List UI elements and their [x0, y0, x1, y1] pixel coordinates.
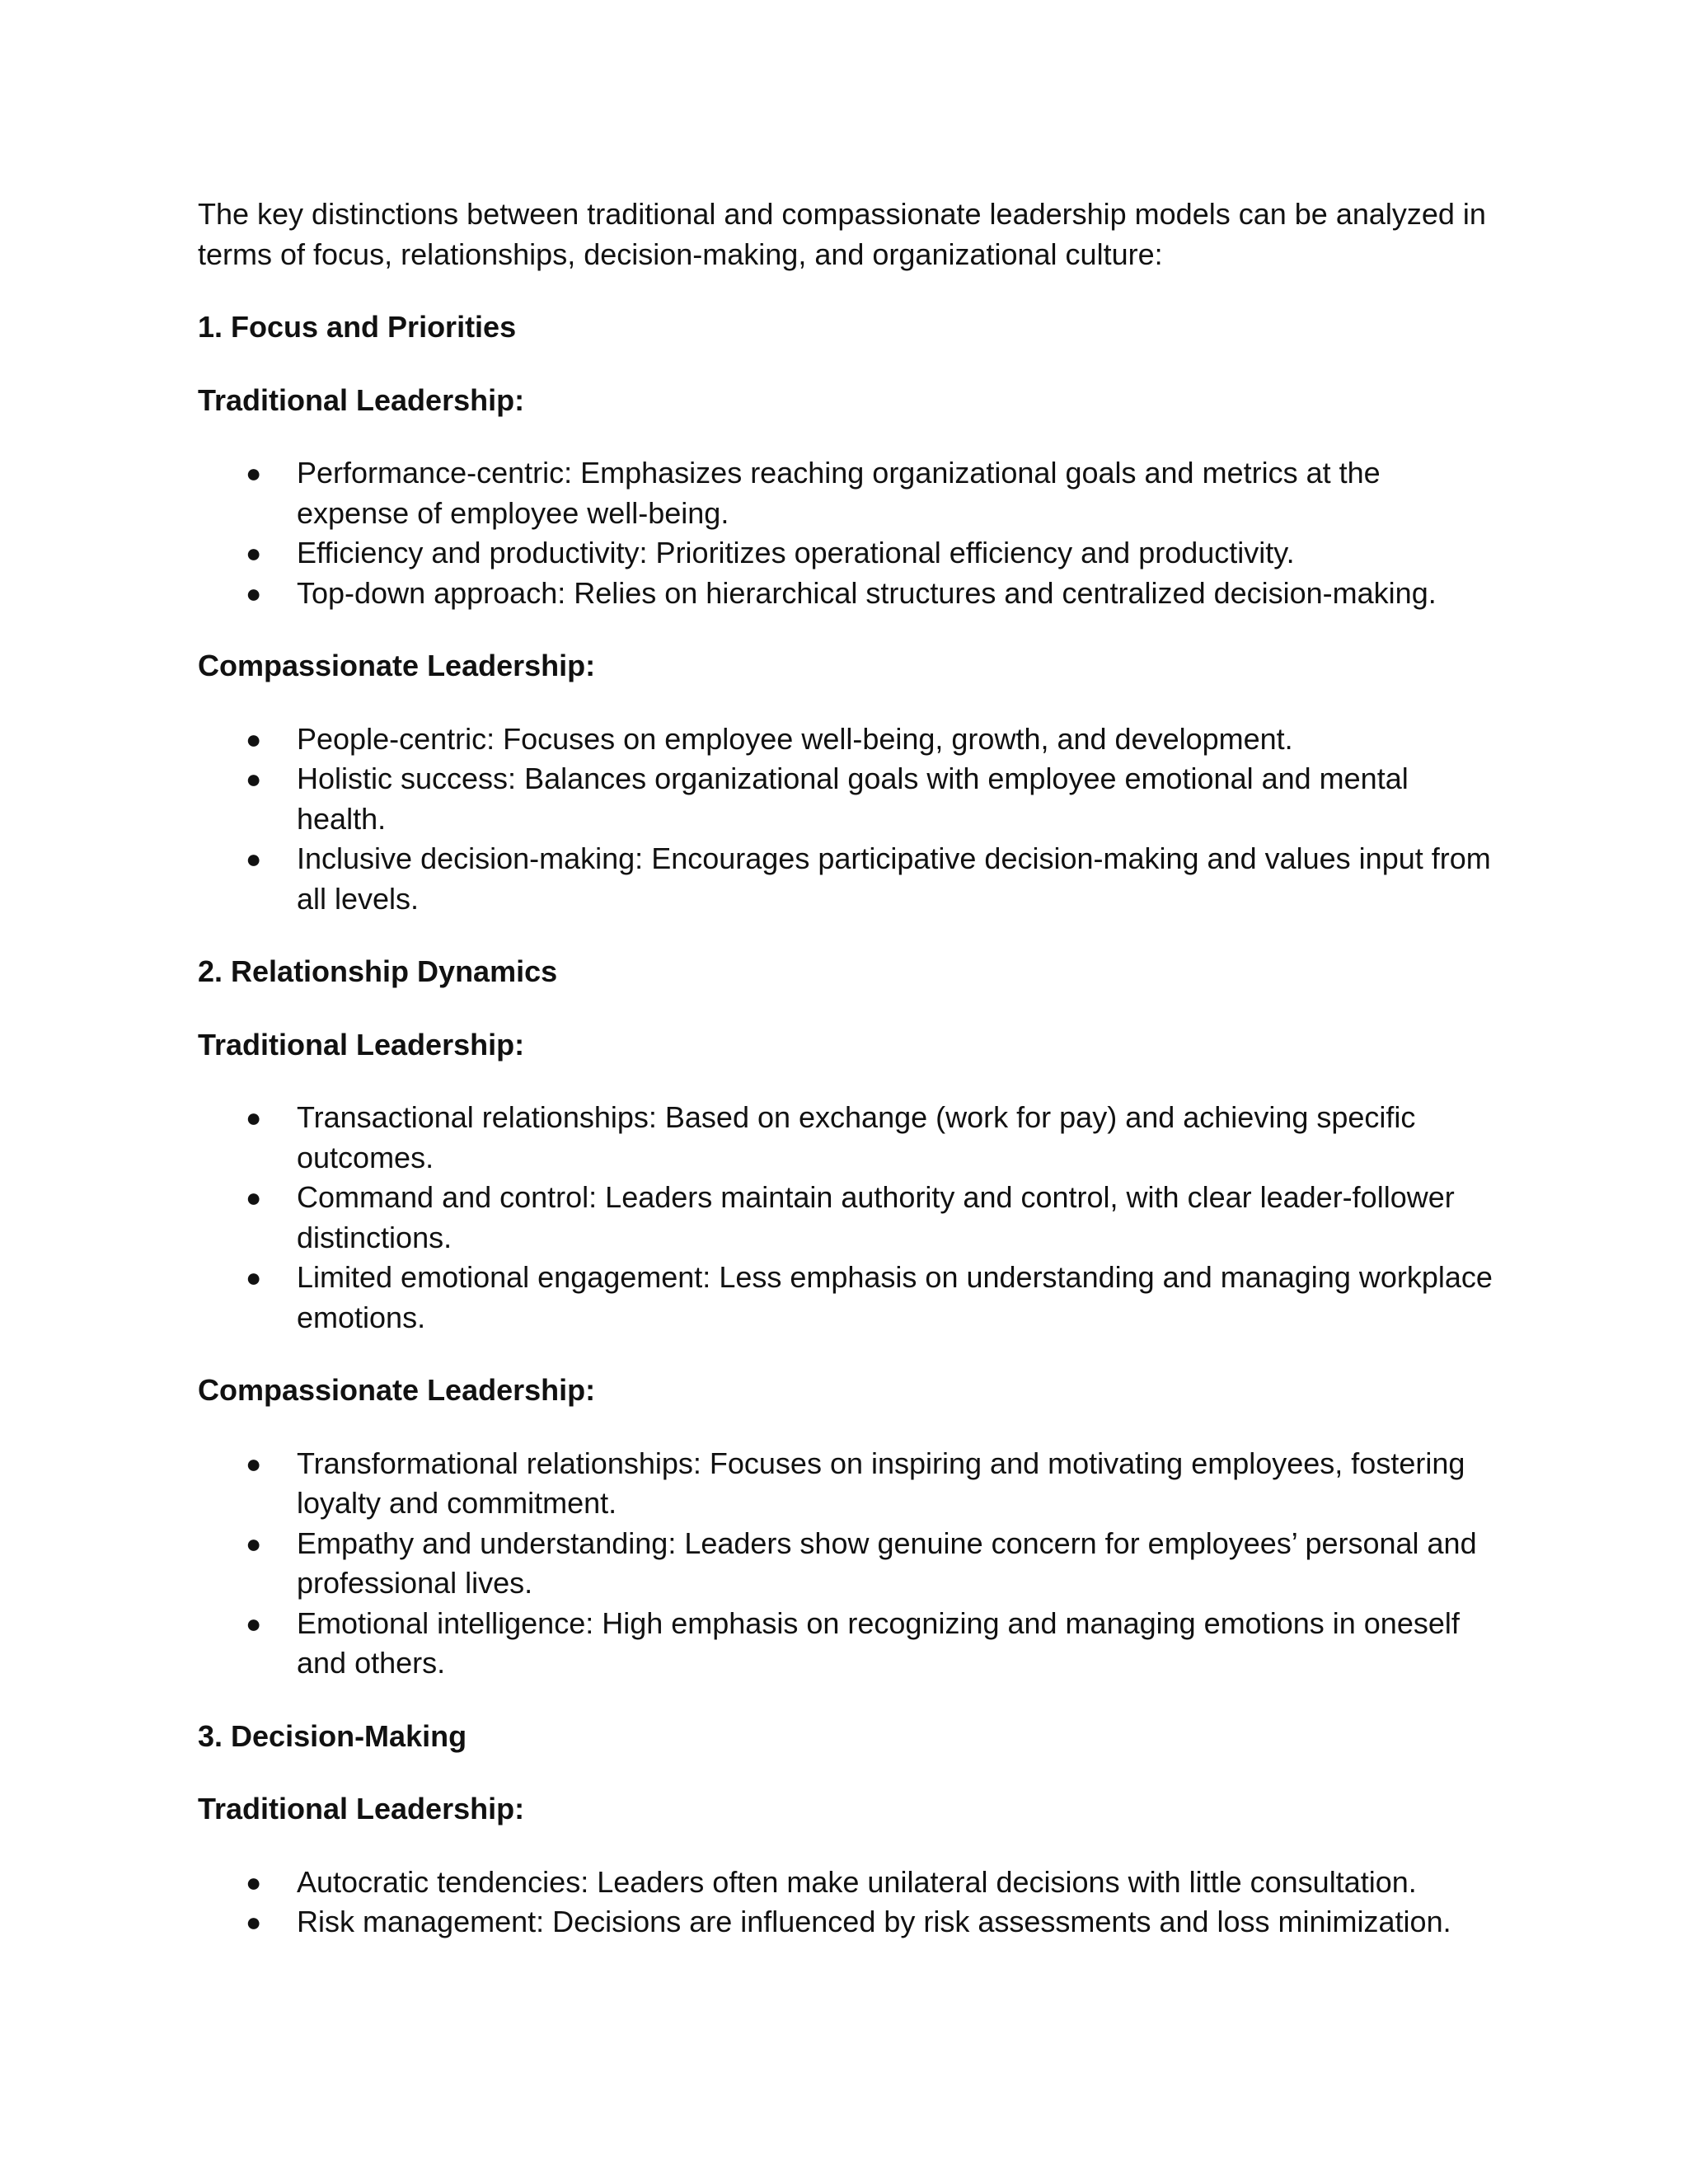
- bullet-icon: ●: [246, 1103, 262, 1132]
- list-item: [198, 1604, 1496, 1684]
- list-item-text: People-centric: Focuses on employee well-being, growth, and development.: [297, 721, 1293, 756]
- list-item: [198, 453, 1496, 533]
- list-item: [198, 574, 1496, 614]
- group-label: Traditional Leadership:: [198, 1027, 525, 1062]
- list-item: [198, 1258, 1496, 1338]
- bullet-icon: ●: [246, 1907, 262, 1937]
- list-item: [198, 1902, 1496, 1943]
- group-label: Traditional Leadership:: [198, 1792, 525, 1825]
- list-item: [198, 839, 1496, 919]
- bullet-icon: ●: [246, 1867, 262, 1897]
- section-heading: 3. Decision-Making: [198, 1718, 467, 1753]
- bullet-icon: ●: [246, 1263, 262, 1292]
- document-body: [198, 194, 1496, 1975]
- list-item: [198, 759, 1496, 839]
- list-item-text: Limited emotional engagement: Less emphasis on understanding and managing workplace emotions.: [297, 1260, 1493, 1334]
- bullet-icon: ●: [246, 844, 262, 874]
- list-item-text: Autocratic tendencies: Leaders often make unilateral decisions with little consultation.: [297, 1864, 1417, 1899]
- bullet-icon: ●: [246, 538, 262, 568]
- list-item-text: Inclusive decision-making: Encourages participative decision-making and values input from all levels.: [297, 841, 1491, 916]
- bullet-list: [198, 1444, 1496, 1684]
- intro-paragraph: The key distinctions between traditional and compassionate leadership models can be analyzed in terms of focus, relationships, decision-making, and organizational culture:: [198, 197, 1486, 271]
- list-item: [198, 1178, 1496, 1258]
- list-item: [198, 1098, 1496, 1178]
- list-item: [198, 533, 1496, 574]
- bullet-icon: ●: [246, 764, 262, 794]
- bullet-list: [198, 453, 1496, 613]
- bullet-icon: ●: [246, 724, 262, 754]
- bullet-icon: ●: [246, 1448, 262, 1479]
- list-item-text: Efficiency and productivity: Prioritizes operational efficiency and productivity.: [297, 536, 1295, 569]
- bullet-icon: ●: [246, 1608, 262, 1638]
- list-item-text: Top-down approach: Relies on hierarchical structures and centralized decision-making.: [297, 575, 1437, 610]
- group-label: Traditional Leadership:: [198, 382, 525, 417]
- bullet-icon: ●: [246, 578, 262, 608]
- bullet-list: [198, 1098, 1496, 1338]
- list-item: [198, 1444, 1496, 1524]
- section-heading: 2. Relationship Dynamics: [198, 954, 558, 988]
- list-item: [198, 1524, 1496, 1604]
- bullet-icon: ●: [246, 1528, 262, 1558]
- group-label: Compassionate Leadership:: [198, 1373, 596, 1407]
- group-label: Compassionate Leadership:: [198, 649, 596, 682]
- section-heading: 1. Focus and Priorities: [198, 310, 517, 344]
- list-item-text: Command and control: Leaders maintain authority and control, with clear leader-follower distinctions.: [297, 1180, 1455, 1254]
- list-item-text: Empathy and understanding: Leaders show genuine concern for employees’ personal and professional lives.: [297, 1526, 1477, 1600]
- list-item-text: Risk management: Decisions are influenced by risk assessments and loss minimization.: [297, 1905, 1451, 1938]
- bullet-list: [198, 719, 1496, 920]
- list-item-text: Emotional intelligence: High emphasis on recognizing and managing emotions in oneself and others.: [297, 1605, 1460, 1680]
- list-item-text: Transformational relationships: Focuses on inspiring and motivating employees, fostering loyalty and commitment.: [297, 1446, 1465, 1520]
- bullet-list: [198, 1863, 1496, 1943]
- list-item-text: Holistic success: Balances organizational goals with employee emotional and mental health.: [297, 762, 1409, 836]
- list-item: [198, 1863, 1496, 1903]
- bullet-icon: ●: [246, 458, 262, 488]
- list-item: [198, 719, 1496, 760]
- bullet-icon: ●: [246, 1183, 262, 1212]
- list-item-text: Performance-centric: Emphasizes reaching organizational goals and metrics at the expense of employee well-being.: [297, 456, 1381, 530]
- list-item-text: Transactional relationships: Based on exchange (work for pay) and achieving specific outcomes.: [297, 1100, 1416, 1174]
